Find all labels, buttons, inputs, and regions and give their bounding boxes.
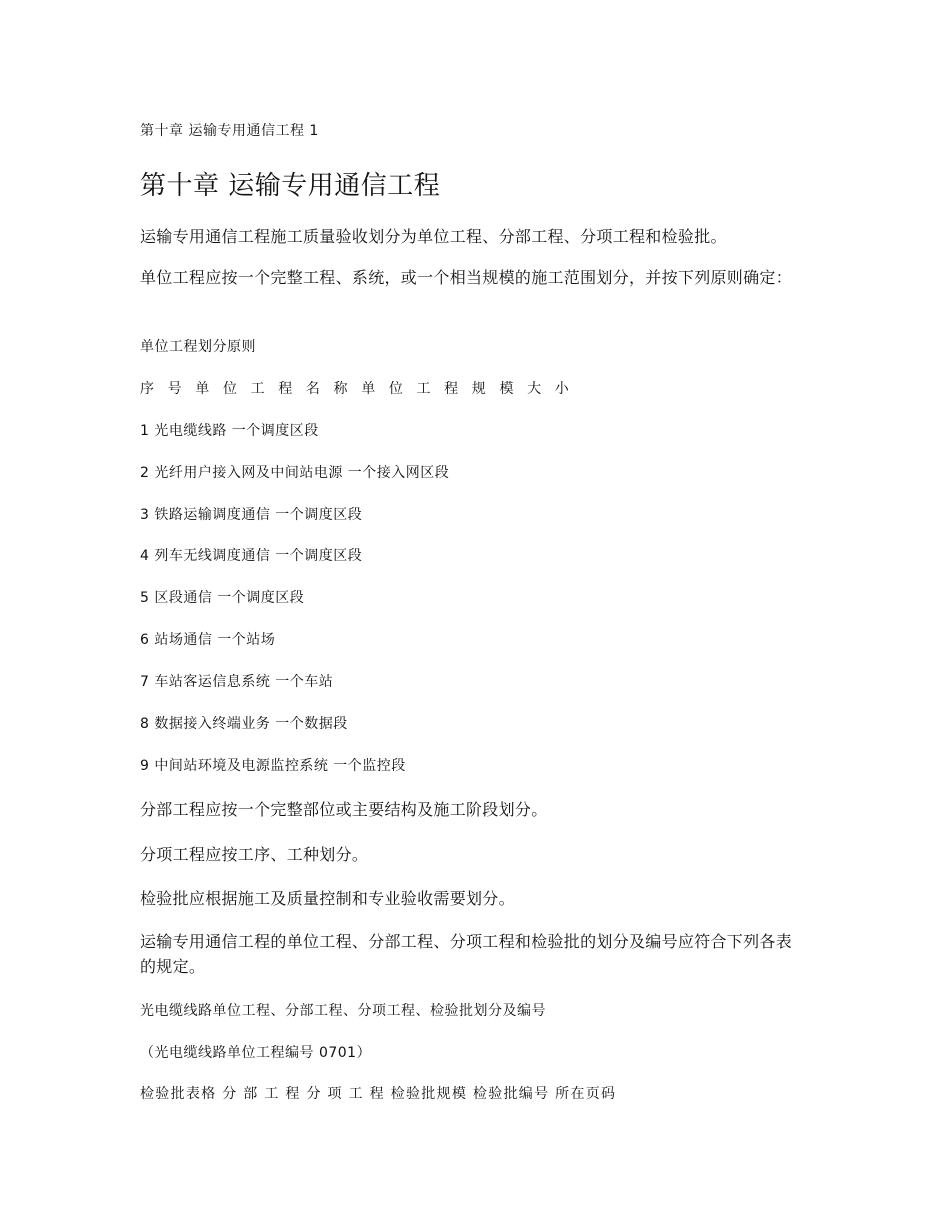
table1-row: 2 光纤用户接入网及中间站电源 一个接入网区段 [140, 465, 450, 481]
table1-row: 8 数据接入终端业务 一个数据段 [140, 716, 348, 732]
paragraph-division-overview: 运输专用通信工程施工质量验收划分为单位工程、分部工程、分项工程和检验批。 [140, 227, 727, 246]
running-header: 第十章 运输专用通信工程 1 [140, 123, 319, 139]
paragraph-sub-project: 分部工程应按一个完整部位或主要结构及施工阶段划分。 [140, 800, 548, 819]
table1-row: 9 中间站环境及电源监控系统 一个监控段 [140, 758, 406, 774]
table2-header: 检验批表格 分 部 工 程 分 项 工 程 检验批规模 检验批编号 所在页码 [140, 1086, 617, 1102]
paragraph-unit-project-principle: 单位工程应按一个完整工程、系统，或一个相当规模的施工范围划分，并按下列原则确定： [140, 268, 793, 287]
paragraph-sub-item-project: 分项工程应按工序、工种划分。 [140, 845, 369, 864]
table1-caption: 单位工程划分原则 [140, 339, 256, 355]
table1-row: 7 车站客运信息系统 一个车站 [140, 674, 334, 690]
table1-row: 4 列车无线调度通信 一个调度区段 [140, 548, 363, 564]
paragraph-numbering-rule: 运输专用通信工程的单位工程、分部工程、分项工程和检验批的划分及编号应符合下列各表的规定。 [140, 932, 793, 976]
table2-caption: 光电缆线路单位工程、分部工程、分项工程、检验批划分及编号 [140, 1003, 546, 1019]
table1-row: 3 铁路运输调度通信 一个调度区段 [140, 507, 363, 523]
table1-header: 序 号 单 位 工 程 名 称 单 位 工 程 规 模 大 小 [140, 381, 574, 397]
table1-row: 5 区段通信 一个调度区段 [140, 590, 305, 606]
chapter-title: 第十章 运输专用通信工程 [140, 171, 441, 201]
paragraph-inspection-lot: 检验批应根据施工及质量控制和专业验收需要划分。 [140, 889, 515, 908]
table2-subcaption: （光电缆线路单位工程编号 0701） [140, 1045, 372, 1061]
table1-row: 6 站场通信 一个站场 [140, 632, 276, 648]
table1-row: 1 光电缆线路 一个调度区段 [140, 423, 319, 439]
